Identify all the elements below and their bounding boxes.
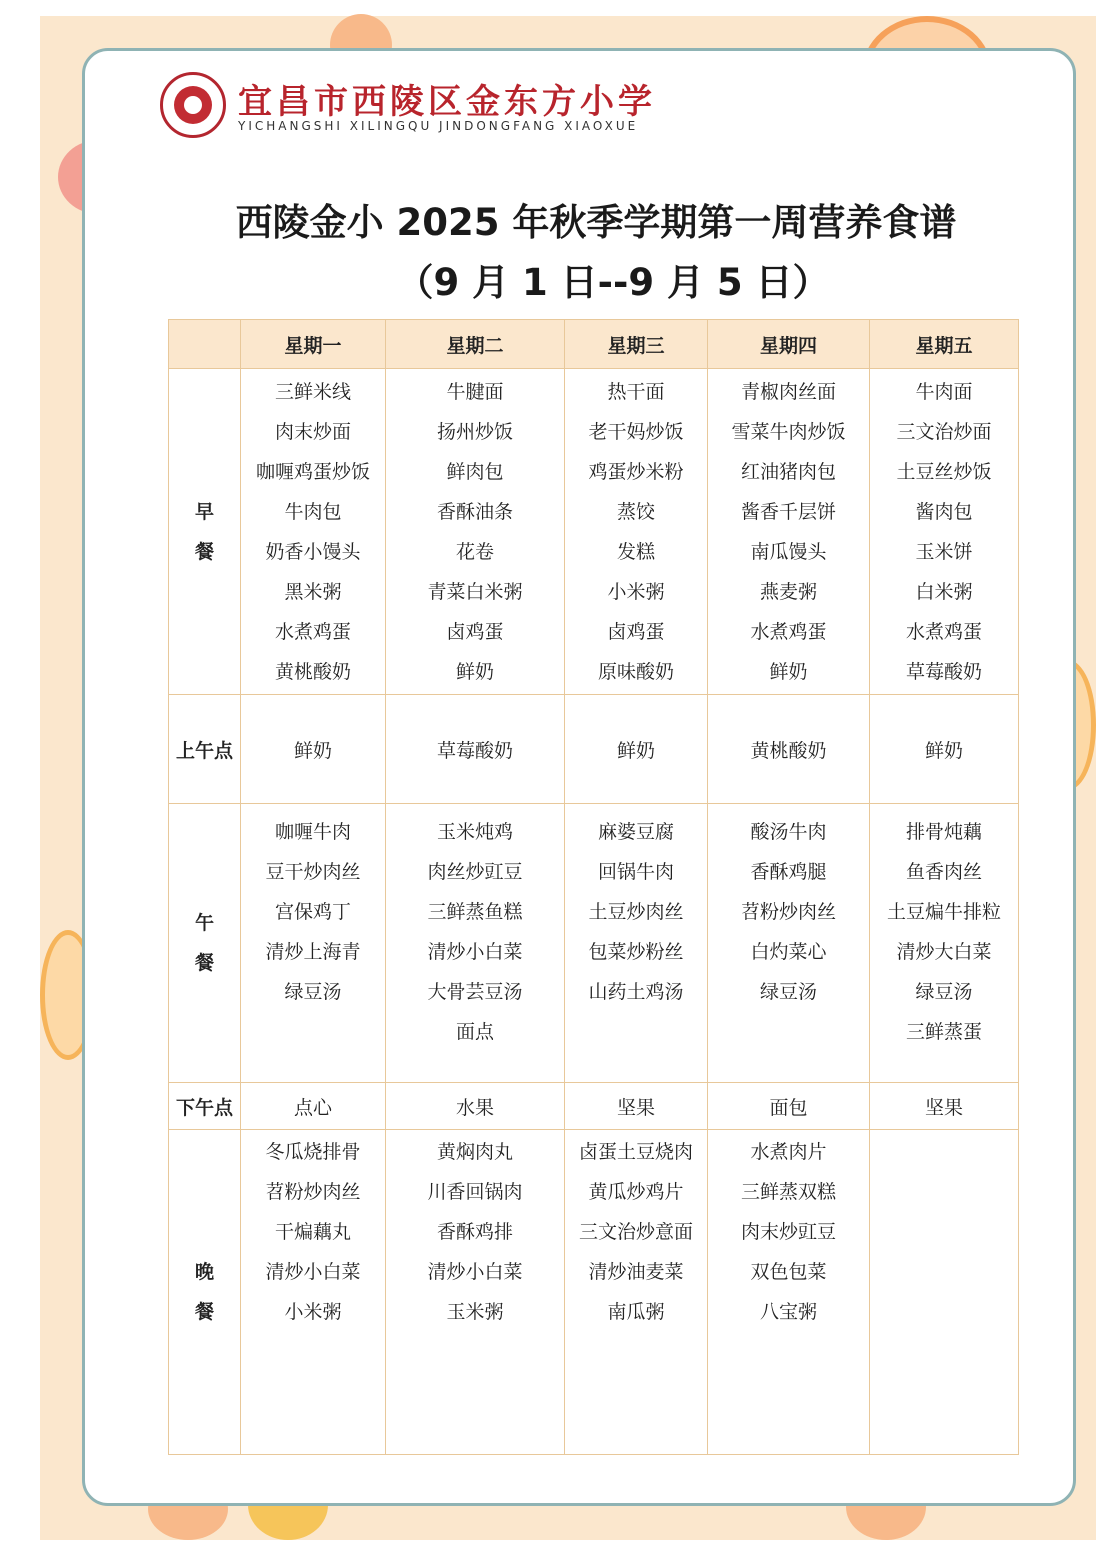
- dish-item: 豆干炒肉丝: [265, 861, 361, 883]
- dish-item: 水煮鸡蛋: [905, 620, 982, 643]
- dish-item: 双色包菜: [750, 1261, 827, 1283]
- dish-item: 酸汤牛肉: [750, 821, 827, 843]
- dish-item: 香酥鸡腿: [750, 861, 827, 883]
- dish-item: 卤鸡蛋: [446, 620, 504, 643]
- day-header: 星期二: [386, 320, 565, 369]
- dish-item: 清炒大白菜: [896, 941, 992, 963]
- menu-cell: 鲜奶: [870, 695, 1019, 804]
- dish-item: 三文治炒意面: [578, 1221, 693, 1243]
- menu-cell: 面包: [708, 1083, 870, 1130]
- dish-item: 雪菜牛肉炒饭: [731, 420, 846, 443]
- dish-item: 发糕: [616, 540, 655, 563]
- date-range-subtitle: （9 月 1 日--9 月 5 日）: [396, 261, 830, 304]
- menu-cell: [870, 1130, 1019, 1455]
- dish-item: 酱香千层饼: [740, 500, 836, 523]
- menu-cell: [241, 1130, 386, 1455]
- page-title: 西陵金小 2025 年秋季学期第一周营养食谱: [235, 201, 957, 244]
- menu-cell: [870, 369, 1019, 695]
- dish-item: 白灼菜心: [750, 941, 827, 963]
- menu-cell: 鲜奶: [565, 695, 708, 804]
- dish-item: 青菜白米粥: [427, 580, 523, 603]
- dish-item: 玉米饼: [915, 540, 973, 563]
- dish-item: 清炒小白菜: [427, 941, 523, 963]
- dish-item: 花卷: [455, 540, 494, 563]
- dish-item: 香酥油条: [436, 500, 513, 523]
- dish-item: 清炒小白菜: [265, 1261, 361, 1283]
- dish-item: 黄焖肉丸: [436, 1141, 513, 1163]
- dish-item: 黄瓜炒鸡片: [588, 1181, 684, 1203]
- dish-item: 玉米炖鸡: [436, 821, 513, 843]
- dish-item: 红油猪肉包: [740, 460, 836, 483]
- morning-snack-row: [169, 695, 1019, 804]
- dish-item: 燕麦粥: [759, 580, 817, 603]
- dish-item: 鸡蛋炒米粉: [588, 460, 684, 483]
- menu-cell: [241, 369, 386, 695]
- dish-item: 排骨炖藕: [905, 821, 982, 843]
- menu-cell: [708, 1130, 870, 1455]
- dish-item: 卤蛋土豆烧肉: [578, 1141, 693, 1163]
- dish-item: 苕粉炒肉丝: [265, 1181, 361, 1203]
- dish-item: 川香回锅肉: [427, 1181, 523, 1203]
- dish-item: 苕粉炒肉丝: [740, 901, 836, 923]
- school-logo: [160, 72, 226, 138]
- dish-item: 清炒小白菜: [427, 1261, 523, 1283]
- dish-item: 黄桃酸奶: [274, 660, 351, 683]
- menu-cell: 水果: [386, 1083, 565, 1130]
- menu-cell: [565, 804, 708, 1083]
- dish-item: 绿豆汤: [915, 981, 973, 1003]
- menu-cell: [241, 804, 386, 1083]
- breakfast-row: [169, 369, 1019, 695]
- meal-label: 晚餐: [169, 1130, 241, 1455]
- menu-cell: [386, 1130, 565, 1455]
- dish-item: 大骨芸豆汤: [427, 981, 523, 1003]
- dish-item: 干煸藕丸: [274, 1221, 351, 1243]
- weekly-menu-table: [168, 319, 1019, 1455]
- menu-cell: 草莓酸奶: [386, 695, 565, 804]
- dish-item: 三鲜蒸双糕: [740, 1181, 836, 1203]
- day-header: 星期四: [708, 320, 870, 369]
- dish-item: 肉丝炒豇豆: [427, 861, 523, 883]
- dish-item: 牛肉面: [915, 380, 973, 403]
- dish-item: 三鲜蒸蛋: [905, 1021, 982, 1043]
- menu-cell: 鲜奶: [241, 695, 386, 804]
- dish-item: 草莓酸奶: [905, 660, 982, 683]
- day-header: 星期一: [241, 320, 386, 369]
- dish-item: 鲜奶: [455, 660, 494, 683]
- dish-item: 山药土鸡汤: [588, 981, 684, 1003]
- dish-item: 小米粥: [284, 1301, 342, 1323]
- menu-cell: 坚果: [870, 1083, 1019, 1130]
- dish-item: 八宝粥: [759, 1301, 817, 1323]
- dish-item: 宫保鸡丁: [274, 901, 351, 923]
- dish-item: 牛肉包: [284, 500, 342, 523]
- dish-item: 卤鸡蛋: [607, 620, 665, 643]
- dish-item: 包菜炒粉丝: [588, 941, 684, 963]
- dish-item: 香酥鸡排: [436, 1221, 513, 1243]
- dish-item: 冬瓜烧排骨: [265, 1141, 361, 1163]
- table-header-row: [169, 320, 1019, 369]
- dish-item: 麻婆豆腐: [597, 821, 674, 843]
- dish-item: 绿豆汤: [284, 981, 342, 1003]
- dish-item: 小米粥: [607, 580, 665, 603]
- dish-item: 鱼香肉丝: [905, 861, 982, 883]
- day-header: 星期三: [565, 320, 708, 369]
- dinner-row: [169, 1130, 1019, 1455]
- dish-item: 回锅牛肉: [597, 861, 674, 883]
- dish-item: 鲜肉包: [446, 460, 504, 483]
- dish-item: 绿豆汤: [759, 981, 817, 1003]
- menu-cell: [386, 369, 565, 695]
- school-name-chinese: 宜昌市西陵区金东方小学: [238, 82, 656, 122]
- header-corner: [169, 320, 241, 369]
- menu-cell: [708, 369, 870, 695]
- dish-item: 蒸饺: [616, 500, 655, 523]
- dish-item: 酱肉包: [915, 500, 973, 523]
- menu-cell: [565, 1130, 708, 1455]
- dish-item: 水煮鸡蛋: [274, 620, 351, 643]
- dish-item: 三鲜蒸鱼糕: [427, 901, 523, 923]
- dish-item: 南瓜粥: [607, 1301, 665, 1323]
- menu-cell: [708, 804, 870, 1083]
- menu-cell: 坚果: [565, 1083, 708, 1130]
- menu-cell: [386, 804, 565, 1083]
- dish-item: 水煮肉片: [750, 1141, 827, 1163]
- dish-item: 清炒上海青: [265, 941, 361, 963]
- dish-item: 玉米粥: [446, 1301, 504, 1323]
- meal-label: 下午点: [169, 1083, 241, 1130]
- dish-item: 鲜奶: [769, 660, 808, 683]
- dish-item: 土豆丝炒饭: [896, 460, 992, 483]
- dish-item: 老干妈炒饭: [588, 420, 684, 443]
- dish-item: 热干面: [607, 380, 665, 403]
- menu-cell: 黄桃酸奶: [708, 695, 870, 804]
- dish-item: 南瓜馒头: [750, 540, 827, 563]
- day-header: 星期五: [870, 320, 1019, 369]
- dish-item: 肉末炒面: [274, 420, 351, 443]
- dish-item: 黑米粥: [284, 580, 342, 603]
- dish-item: 奶香小馒头: [265, 540, 361, 563]
- meal-label: 早餐: [169, 369, 241, 695]
- dish-item: 土豆炒肉丝: [588, 901, 684, 923]
- dish-item: 三鲜米线: [274, 380, 351, 403]
- menu-cell: 点心: [241, 1083, 386, 1130]
- dish-item: 土豆煸牛排粒: [886, 901, 1001, 923]
- dish-item: 清炒油麦菜: [588, 1261, 684, 1283]
- dish-item: 肉末炒豇豆: [740, 1221, 836, 1243]
- meal-label: 上午点: [169, 695, 241, 804]
- dish-item: 牛腱面: [446, 380, 504, 403]
- dish-item: 咖喱鸡蛋炒饭: [255, 460, 370, 483]
- menu-cell: [565, 369, 708, 695]
- dish-item: 白米粥: [915, 580, 973, 603]
- school-name-pinyin: YICHANGSHI XILINGQU JINDONGFANG XIAOXUE: [238, 119, 639, 133]
- dish-item: 面点: [455, 1021, 494, 1043]
- afternoon-snack-row: [169, 1083, 1019, 1130]
- dish-item: 三文治炒面: [896, 420, 992, 443]
- meal-label: 午餐: [169, 804, 241, 1083]
- dish-item: 水煮鸡蛋: [750, 620, 827, 643]
- dish-item: 青椒肉丝面: [740, 380, 836, 403]
- lunch-row: [169, 804, 1019, 1083]
- dish-item: 咖喱牛肉: [274, 821, 351, 843]
- dish-item: 原味酸奶: [597, 660, 674, 683]
- menu-cell: [870, 804, 1019, 1083]
- dish-item: 扬州炒饭: [436, 420, 513, 443]
